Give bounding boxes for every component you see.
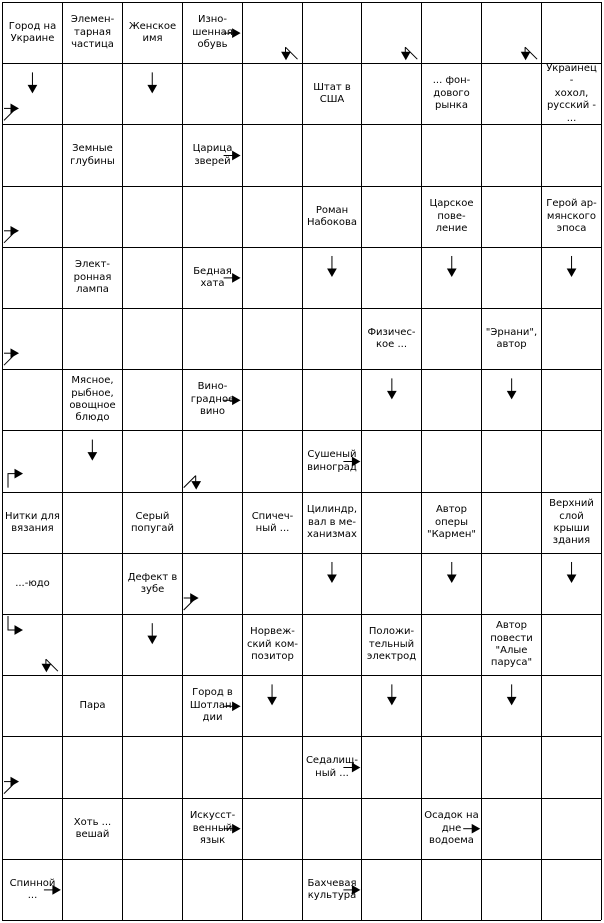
clue-cell: Изно- шенная обувь [192, 14, 233, 51]
clue-cell: Город на Украине [8, 20, 57, 44]
answer-cell[interactable] [482, 248, 541, 308]
clue-cell: Элемен- тарная частица [70, 14, 115, 51]
clue-cell: Положи- тельный электрод [366, 626, 417, 663]
answer-cell[interactable] [123, 64, 182, 124]
answer-cell[interactable] [482, 125, 541, 186]
answer-cell[interactable] [3, 799, 62, 859]
answer-cell[interactable] [303, 3, 361, 63]
clue-cell: Царское пове- ление [429, 198, 474, 235]
answer-cell[interactable] [3, 370, 62, 430]
clue-cell: Пара [79, 699, 106, 711]
answer-cell[interactable] [3, 431, 62, 492]
clue-cell: "Эрнани", автор [485, 326, 538, 350]
answer-cell[interactable] [422, 431, 481, 492]
answer-cell[interactable] [243, 860, 302, 920]
clue-cell: Город в Шотлан- дии [189, 687, 236, 724]
answer-cell[interactable] [482, 493, 541, 553]
answer-cell[interactable] [482, 860, 541, 920]
clue-cell: Вино- градное вино [190, 381, 235, 418]
answer-cell[interactable] [303, 615, 361, 675]
answer-cell[interactable] [422, 370, 481, 430]
answer-cell[interactable] [542, 554, 601, 614]
clue-cell: ...-юдо [15, 577, 50, 589]
clue-cell: Автор повести "Алые паруса" [490, 620, 533, 669]
clue-cell: Серый попугай [131, 510, 174, 534]
answer-cell[interactable] [243, 187, 302, 247]
answer-cell[interactable] [482, 64, 541, 124]
answer-cell[interactable] [362, 248, 421, 308]
clue-cell: Автор оперы "Кармен" [426, 504, 476, 541]
clue-cell: Седалищ- ный ... [305, 755, 359, 779]
answer-cell[interactable] [362, 370, 421, 430]
answer-cell[interactable] [63, 860, 122, 920]
answer-cell[interactable] [422, 554, 481, 614]
answer-cell[interactable] [63, 493, 122, 553]
answer-cell[interactable] [422, 309, 481, 369]
answer-cell[interactable] [482, 737, 541, 798]
answer-cell[interactable] [542, 370, 601, 430]
answer-cell[interactable] [183, 554, 242, 614]
answer-cell[interactable] [3, 676, 62, 736]
answer-cell[interactable] [63, 554, 122, 614]
clue-cell: Элект- ронная лампа [73, 259, 112, 296]
answer-cell[interactable] [362, 676, 421, 736]
answer-cell[interactable] [63, 309, 122, 369]
answer-cell[interactable] [123, 370, 182, 430]
clue-cell: Хоть ... вешай [73, 816, 112, 840]
answer-cell[interactable] [362, 64, 421, 124]
answer-cell[interactable] [362, 799, 421, 859]
clue-cell: Женское имя [128, 20, 177, 44]
clue-cell: Герой ар- мянского эпоса [546, 198, 597, 235]
answer-cell[interactable] [542, 737, 601, 798]
answer-cell[interactable] [542, 676, 601, 736]
clue-cell: Штат в США [313, 81, 351, 105]
answer-cell[interactable] [63, 615, 122, 675]
answer-cell[interactable] [482, 3, 541, 63]
answer-cell[interactable] [542, 615, 601, 675]
answer-cell[interactable] [303, 676, 361, 736]
answer-cell[interactable] [422, 860, 481, 920]
answer-cell[interactable] [362, 493, 421, 553]
answer-cell[interactable] [183, 860, 242, 920]
answer-cell[interactable] [3, 248, 62, 308]
answer-cell[interactable] [183, 309, 242, 369]
clue-cell: Бахчевая культура [307, 877, 357, 901]
answer-cell[interactable] [303, 370, 361, 430]
answer-cell[interactable] [422, 615, 481, 675]
answer-cell[interactable] [362, 3, 421, 63]
answer-cell[interactable] [123, 431, 182, 492]
clue-cell: Бедная хата [193, 265, 232, 289]
answer-cell[interactable] [123, 187, 182, 247]
answer-cell[interactable] [303, 248, 361, 308]
answer-cell[interactable] [422, 125, 481, 186]
clue-cell: Осадок на дне водоема [424, 810, 479, 847]
answer-cell[interactable] [3, 615, 62, 675]
answer-cell[interactable] [362, 187, 421, 247]
answer-cell[interactable] [482, 370, 541, 430]
answer-cell[interactable] [63, 64, 122, 124]
clue-cell: Цилиндр, вал в ме- ханизмах [306, 504, 358, 541]
answer-cell[interactable] [123, 125, 182, 186]
answer-cell[interactable] [303, 799, 361, 859]
answer-cell[interactable] [123, 309, 182, 369]
answer-cell[interactable] [362, 554, 421, 614]
answer-cell[interactable] [243, 125, 302, 186]
answer-cell[interactable] [3, 737, 62, 798]
answer-cell[interactable] [3, 309, 62, 369]
answer-cell[interactable] [362, 125, 421, 186]
clue-cell: Физичес- кое ... [367, 326, 416, 350]
answer-cell[interactable] [3, 187, 62, 247]
answer-cell[interactable] [243, 3, 302, 63]
clue-cell: Царица зверей [192, 143, 233, 167]
clue-cell: Нитки для вязания [5, 510, 60, 534]
answer-cell[interactable] [422, 737, 481, 798]
answer-cell[interactable] [542, 3, 601, 63]
answer-cell[interactable] [243, 676, 302, 736]
clue-cell: Мясное, рыбное, овощное блюдо [69, 375, 116, 424]
clue-cell: Земные глубины [70, 143, 115, 167]
answer-cell[interactable] [542, 799, 601, 859]
answer-cell[interactable] [362, 737, 421, 798]
clue-cell: Спинной ... [9, 877, 56, 901]
answer-cell[interactable] [482, 799, 541, 859]
answer-cell[interactable] [63, 431, 122, 492]
answer-cell[interactable] [362, 431, 421, 492]
answer-cell[interactable] [63, 737, 122, 798]
answer-cell[interactable] [482, 431, 541, 492]
clue-cell: Верхний слой крыши здания [549, 498, 594, 547]
answer-cell[interactable] [482, 554, 541, 614]
answer-cell[interactable] [243, 309, 302, 369]
answer-cell[interactable] [542, 125, 601, 186]
answer-cell[interactable] [422, 676, 481, 736]
answer-cell[interactable] [243, 554, 302, 614]
answer-cell[interactable] [183, 737, 242, 798]
answer-cell[interactable] [243, 799, 302, 859]
answer-cell[interactable] [183, 187, 242, 247]
answer-cell[interactable] [243, 248, 302, 308]
answer-cell[interactable] [422, 248, 481, 308]
answer-cell[interactable] [183, 431, 242, 492]
answer-cell[interactable] [542, 431, 601, 492]
answer-cell[interactable] [243, 431, 302, 492]
clue-cell: Искусст- венный язык [189, 810, 236, 847]
answer-cell[interactable] [243, 737, 302, 798]
answer-cell[interactable] [3, 125, 62, 186]
answer-cell[interactable] [542, 309, 601, 369]
answer-cell[interactable] [542, 248, 601, 308]
answer-cell[interactable] [63, 187, 122, 247]
clue-cell: Спичеч- ный ... [251, 510, 294, 534]
answer-cell[interactable] [303, 554, 361, 614]
answer-cell[interactable] [303, 309, 361, 369]
answer-cell[interactable] [422, 3, 481, 63]
answer-cell[interactable] [482, 676, 541, 736]
answer-cell[interactable] [3, 64, 62, 124]
answer-cell[interactable] [123, 676, 182, 736]
answer-cell[interactable] [542, 860, 601, 920]
clue-cell: Норвеж- ский ком- позитор [246, 626, 299, 663]
clue-cell: Украинец - хохол, русский - ... [546, 62, 597, 124]
answer-cell[interactable] [123, 248, 182, 308]
answer-cell[interactable] [123, 615, 182, 675]
clue-cell: Сушеный виноград [307, 449, 357, 473]
clue-cell: Дефект в зубе [127, 571, 178, 595]
answer-cell[interactable] [243, 370, 302, 430]
clue-cell: Роман Набокова [306, 204, 358, 228]
answer-cell[interactable] [183, 615, 242, 675]
answer-cell[interactable] [123, 860, 182, 920]
answer-cell[interactable] [482, 187, 541, 247]
answer-cell[interactable] [243, 64, 302, 124]
answer-cell[interactable] [303, 125, 361, 186]
clue-cell: ... фон- дового рынка [432, 75, 471, 112]
answer-cell[interactable] [183, 493, 242, 553]
answer-cell[interactable] [123, 799, 182, 859]
answer-cell[interactable] [183, 64, 242, 124]
answer-cell[interactable] [362, 860, 421, 920]
answer-cell[interactable] [123, 737, 182, 798]
